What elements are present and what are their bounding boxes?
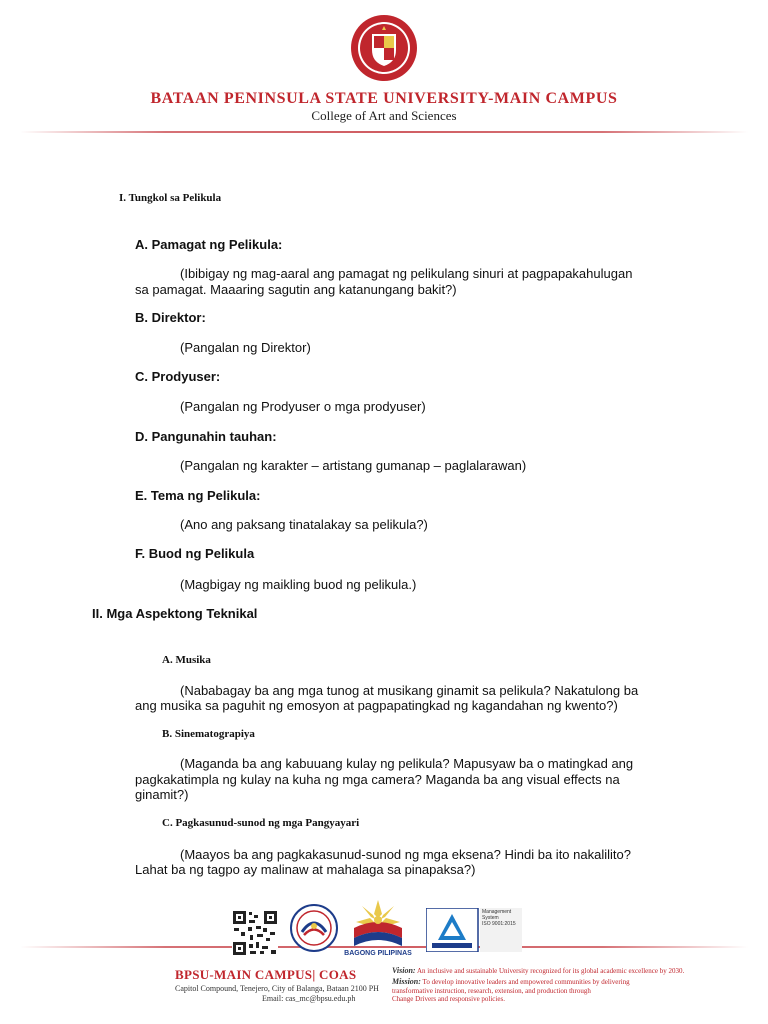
footer-campus-name: BPSU-MAIN CAMPUS| COAS bbox=[175, 967, 357, 982]
mission-text-line3: Change Drivers and responsive policies. bbox=[392, 995, 505, 1003]
section-2-body-c-line1: (Maayos ba ang pagkakasunud-sunod ng mga eksena? Hindi ba ito nakalilito? bbox=[180, 847, 631, 862]
university-seal-logo bbox=[350, 14, 418, 82]
section-2-body-c-line2: Lahat ba ng tagpo ay malinaw at mahalaga sa pinapaksa?) bbox=[135, 862, 476, 877]
footer-address: Capitol Compound, Tenejero, City of Balanga, Bataan 2100 PH bbox=[175, 984, 379, 993]
footer-vision bbox=[392, 967, 684, 975]
philippine-accreditation-seal-logo bbox=[290, 904, 338, 952]
section-1-body-d: (Pangalan ng karakter – artistang gumanap – paglalarawan) bbox=[180, 458, 527, 473]
document-header bbox=[0, 0, 768, 140]
footer-email: Email: cas_mc@bpsu.edu.ph bbox=[262, 994, 356, 1003]
section-1-body-f: (Magbigay ng maikling buod ng pelikula.) bbox=[180, 577, 417, 592]
section-1-heading-d: D. Pangunahin tauhan: bbox=[135, 429, 277, 444]
section-2-heading-a: A. Musika bbox=[162, 654, 211, 666]
section-1-heading-a: A. Pamagat ng Pelikula: bbox=[135, 237, 283, 252]
section-1-body-b: (Pangalan ng Direktor) bbox=[180, 340, 311, 355]
iso-label-line3: ISO 9001:2015 bbox=[482, 921, 516, 927]
mission-text-line2: transformative instruction, research, extension, and production through bbox=[392, 987, 591, 995]
section-1-title: I. Tungkol sa Pelikula bbox=[119, 192, 222, 204]
section-2-heading-c: C. Pagkasunud-sunod ng mga Pangyayari bbox=[162, 817, 360, 829]
university-name: BATAAN PENINSULA STATE UNIVERSITY-MAIN CAMPUS bbox=[150, 90, 618, 107]
footer-mission bbox=[392, 978, 630, 986]
section-1-body-c: (Pangalan ng Prodyuser o mga prodyuser) bbox=[180, 399, 426, 414]
section-1-body-a-line2: sa pamagat. Maaaring sagutin ang katanungang bakit?) bbox=[135, 282, 457, 297]
mission-text-line1: To develop innovative leaders and empowered communities by delivering bbox=[422, 978, 630, 986]
section-1-heading-e: E. Tema ng Pelikula: bbox=[135, 488, 261, 503]
vision-text: An inclusive and sustainable University recognized for its global academic excellence by 2030. bbox=[416, 967, 685, 975]
section-1-heading-b: B. Direktor: bbox=[135, 310, 206, 325]
section-2-body-a-line1: (Nababagay ba ang mga tunog at musikang ginamit sa pelikula? Nakatulong ba bbox=[180, 683, 639, 698]
section-2-body-b-line1: (Maganda ba ang kabuuang kulay ng pelikula? Mapusyaw ba o matingkad ang bbox=[180, 756, 634, 771]
vision-label: Vision: bbox=[392, 966, 416, 975]
bagong-pilipinas-label: BAGONG PILIPINAS bbox=[344, 950, 412, 957]
college-name: College of Art and Sciences bbox=[311, 108, 457, 123]
iso-label-line1: Management bbox=[482, 909, 512, 915]
section-2-title: II. Mga Aspektong Teknikal bbox=[92, 606, 258, 621]
section-2-heading-b: B. Sinematograpiya bbox=[162, 728, 255, 740]
mission-label: Mission: bbox=[392, 977, 421, 986]
section-1-body-e: (Ano ang paksang tinatalakay sa pelikula?) bbox=[180, 517, 428, 532]
section-1-heading-c: C. Prodyuser: bbox=[135, 369, 221, 384]
section-2-body-a-line2: ang musika sa paguhit ng emosyon at pagpapatingkad ng kagandahan ng kwento?) bbox=[135, 698, 618, 713]
section-2-body-b-line2: pagkakatimpla ng kulay na kuha ng mga camera? Maganda ba ang visual effects na bbox=[135, 772, 620, 787]
bagong-pilipinas-logo bbox=[344, 898, 412, 956]
section-1-heading-f: F. Buod ng Pelikula bbox=[135, 546, 255, 561]
section-2-body-b-line3: ginamit?) bbox=[135, 787, 189, 802]
section-1-body-a-line1: (Ibibigay ng mag-aaral ang pamagat ng pelikulang sinuri at pagpapakahulugan bbox=[180, 266, 633, 281]
header-divider bbox=[20, 131, 748, 133]
iso-label-line2: System bbox=[482, 915, 499, 921]
qr-code-icon bbox=[232, 910, 278, 956]
